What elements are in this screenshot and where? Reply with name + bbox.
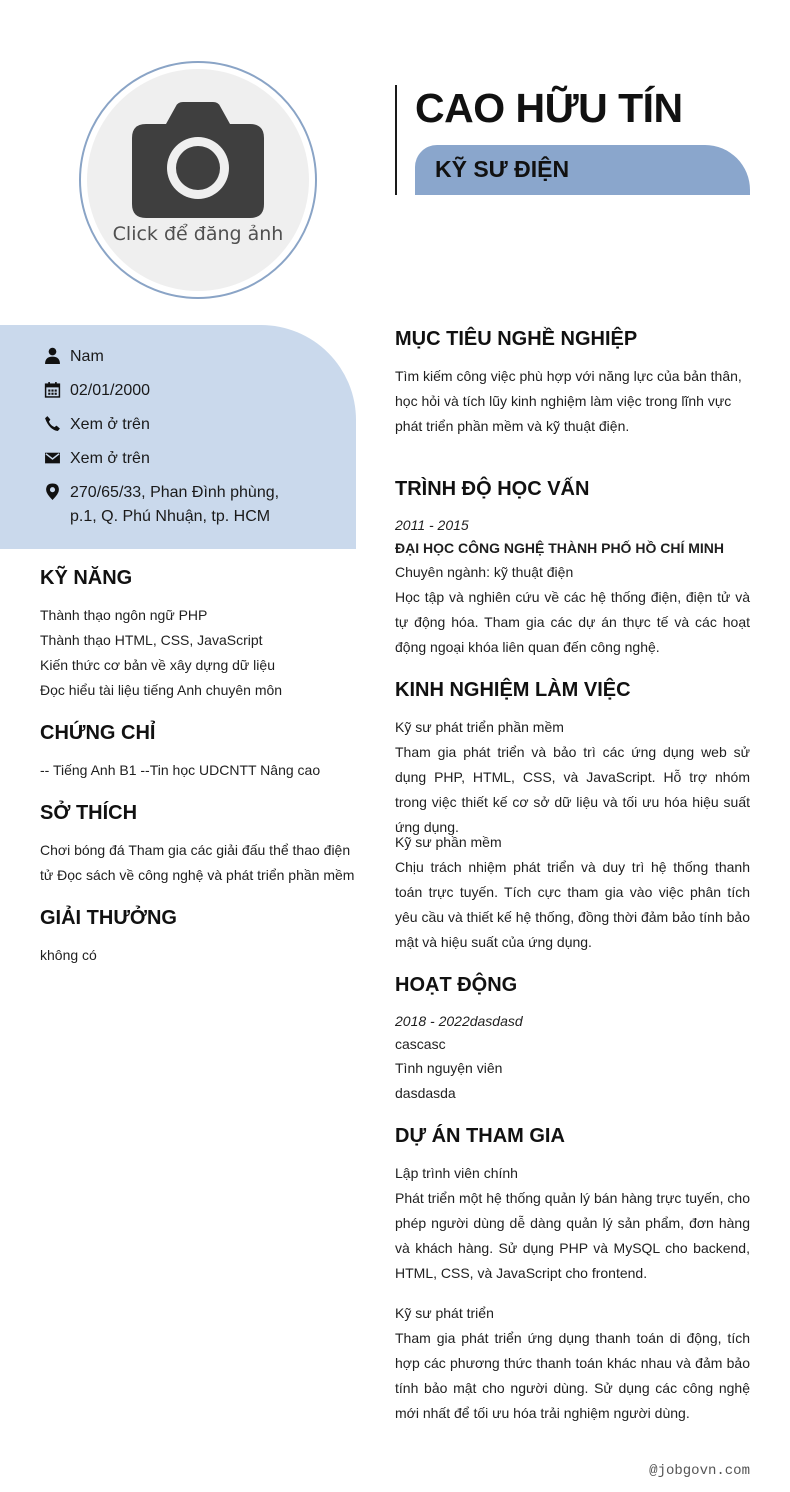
contact-gender — [44, 345, 104, 369]
experience-description: Chịu trách nhiệm phát triển và duy trì hệ thống thanh toán trực tuyến. Tích cực tham gia vào việc phân tích yêu cầu và thiết kế hệ thống, đồng thời đảm bảo tính bảo mật và hiệu suất của ứng dụng. — [395, 859, 750, 950]
experience-heading: KINH NGHIỆM LÀM VIỆC — [395, 679, 631, 701]
activities-description: dasdasda — [395, 1085, 456, 1101]
candidate-name: CAO HỮU TÍN — [415, 85, 683, 131]
skills-heading: KỸ NĂNG — [40, 567, 133, 589]
birthday-text: 02/01/2000 — [70, 382, 151, 399]
photo-upload[interactable] — [87, 69, 309, 291]
activities-period: 2018 - 2022dasdasd — [395, 1013, 523, 1029]
experience-role: Kỹ sư phần mềm — [395, 834, 502, 850]
project-role: Kỹ sư phát triển — [395, 1305, 494, 1321]
person-icon — [44, 347, 61, 364]
address-line-2: p.1, Q. Phú Nhuận, tp. HCM — [70, 508, 271, 525]
skill-item: Thành thạo ngôn ngữ PHP — [40, 607, 208, 623]
project-description: Phát triển một hệ thống quản lý bán hàng trực tuyến, cho phép người dùng dễ dàng quản lý sản phẩm, đơn hàng và khách hàng. Sử dụng PHP và MySQL cho backend, HTML, CSS, và JavaScript cho frontend. — [395, 1190, 750, 1281]
address-text — [70, 481, 279, 529]
education-heading: TRÌNH ĐỘ HỌC VẤN — [395, 478, 590, 500]
contact-phone — [44, 413, 150, 437]
camera-icon — [132, 102, 264, 218]
phone-icon — [44, 415, 61, 432]
certificates-heading: CHỨNG CHỈ — [40, 722, 156, 744]
activities-organization: cascasc — [395, 1036, 446, 1052]
address-line-1: 270/65/33, Phan Đình phùng, — [70, 484, 280, 501]
activities-role: Tình nguyện viên — [395, 1060, 503, 1076]
awards-text: không có — [40, 947, 97, 963]
education-major: Chuyên ngành: kỹ thuật điện — [395, 564, 574, 580]
role-banner — [415, 145, 750, 195]
objective-heading: MỤC TIÊU NGHỀ NGHIỆP — [395, 328, 638, 350]
candidate-role: KỸ SƯ ĐIỆN — [435, 156, 570, 182]
contact-address — [44, 481, 279, 529]
objective-text: Tìm kiếm công việc phù hợp với năng lực của bản thân, học hỏi và tích lũy kinh nghiệm làm việc trong lĩnh vực phát triển phần mềm và kỹ thuật điện. — [395, 368, 742, 434]
phone-text: Xem ở trên — [70, 416, 150, 433]
gender-text: Nam — [70, 348, 104, 365]
skill-item: Kiến thức cơ bản về xây dựng dữ liệu — [40, 657, 275, 673]
contact-email — [44, 447, 150, 471]
experience-role: Kỹ sư phát triển phần mềm — [395, 719, 564, 735]
hobbies-text: Chơi bóng đá Tham gia các giải đấu thể thao điện tử Đọc sách về công nghệ và phát triển phần mềm — [40, 842, 355, 883]
certificates-text: -- Tiếng Anh B1 --Tin học UDCNTT Nâng cao — [40, 762, 321, 778]
skill-item: Thành thạo HTML, CSS, JavaScript — [40, 632, 263, 648]
footer-watermark: @jobgovn.com — [649, 1463, 750, 1479]
mail-icon — [44, 449, 61, 466]
name-divider — [395, 85, 397, 195]
contact-birthday — [44, 379, 150, 403]
activities-heading: HOẠT ĐỘNG — [395, 974, 518, 996]
location-pin-icon — [44, 483, 61, 500]
project-role: Lập trình viên chính — [395, 1165, 518, 1181]
education-period: 2011 - 2015 — [395, 517, 469, 533]
skill-item: Đọc hiểu tài liệu tiếng Anh chuyên môn — [40, 682, 283, 698]
education-description: Học tập và nghiên cứu về các hệ thống điện, điện tử và tự động hóa. Tham gia các dự án thực tế và các hoạt động ngoại khóa liên quan đến công nghệ. — [395, 589, 750, 655]
awards-heading: GIẢI THƯỞNG — [40, 907, 177, 929]
project-description: Tham gia phát triển ứng dụng thanh toán di động, tích hợp các phương thức thanh toán khác nhau và đảm bảo tính bảo mật cho người dùng. Sử dụng các công nghệ mới nhất để tối ưu hóa trải nghiệm người dùng. — [395, 1330, 750, 1421]
calendar-icon — [44, 381, 61, 398]
education-school: ĐẠI HỌC CÔNG NGHỆ THÀNH PHỐ HỒ CHÍ MINH — [395, 540, 724, 556]
experience-description: Tham gia phát triển và bảo trì các ứng dụng web sử dụng PHP, HTML, CSS, và JavaScript. Hỗ trợ nhóm trong việc thiết kế cơ sở dữ liệu và tối ưu hóa hiệu suất ứng dụng. — [395, 744, 750, 835]
photo-upload-label: Click để đăng ảnh — [112, 223, 284, 245]
email-text: Xem ở trên — [70, 450, 150, 467]
hobbies-heading: SỞ THÍCH — [40, 802, 138, 824]
projects-heading: DỰ ÁN THAM GIA — [395, 1125, 565, 1147]
